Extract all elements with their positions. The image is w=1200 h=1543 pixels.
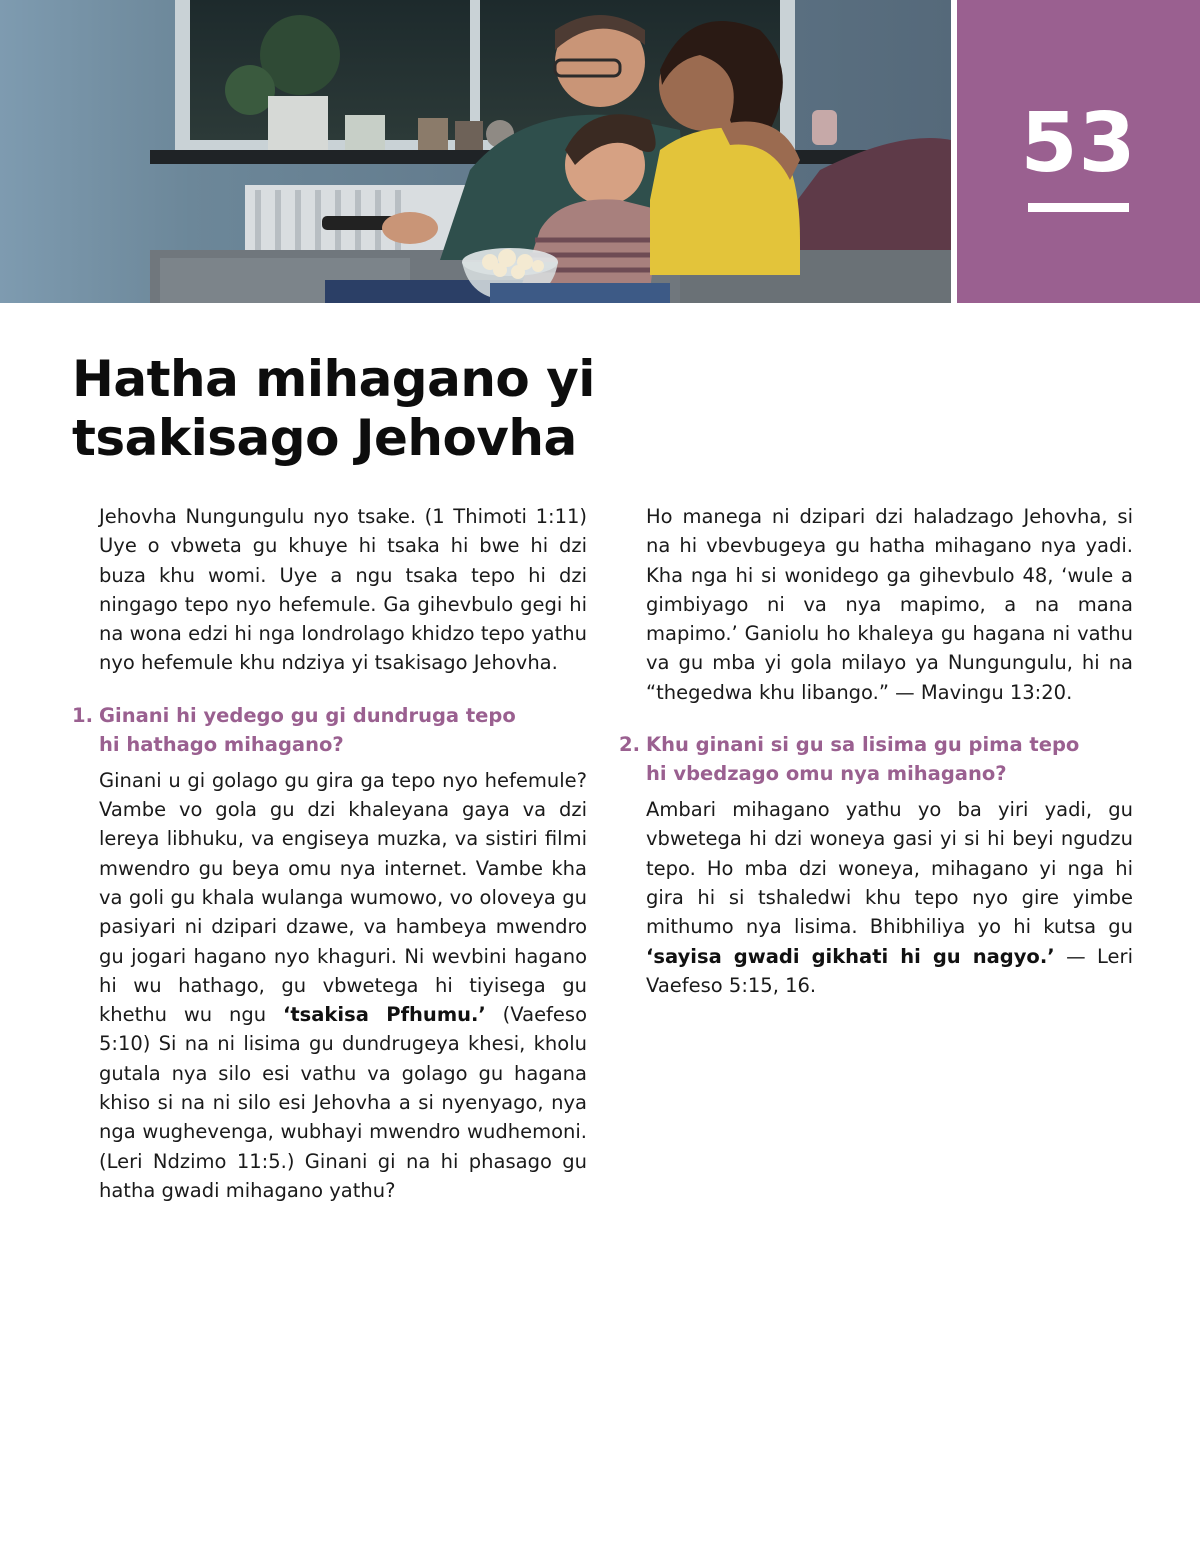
question-1-heading	[72, 701, 587, 759]
section-1-scripture-quote: ‘tsakisa Pfhumu.’	[282, 1003, 486, 1027]
section-1-paragraph-1	[99, 766, 587, 1205]
section-1-paragraph-2: Ho manega ni dzipari dzi haladzago Jehovha, si na hi vbevbugeya gu hatha mihagano nya yadi. Kha nga hi si wonidego ga gihevbulo 48, ‘wule a gimbiyago ni va nya mapimo, a na mana mapimo.’ Ganiolu ho khaleya gu hagana ni vathu va gu mba yi gola milayo ya Nungungulu, hi na “thegedwa khu libango.” — Mavingu 13:20.	[646, 505, 1133, 704]
question-2-line-2: hi vbedzago omu nya mihagano?	[646, 762, 1007, 786]
question-1-number: 1.	[72, 703, 93, 727]
lesson-number: 53	[1020, 96, 1137, 191]
question-1-line-1: Ginani hi yedego gu gi dundruga tepo	[99, 703, 516, 727]
question-2-line-1: Khu ginani si gu sa lisima gu pima tepo	[646, 733, 1080, 757]
hero-photo	[0, 0, 951, 303]
family-watching-tv-illustration	[0, 0, 951, 303]
question-1-line-2: hi hathago mihagano?	[99, 732, 344, 756]
right-column	[619, 502, 1133, 1000]
lesson-number-box	[957, 0, 1200, 303]
page-title-line-2: tsakisago Jehovha	[72, 409, 577, 467]
question-2-number: 2.	[619, 733, 640, 757]
section-2-scripture-quote: ‘sayisa gwadi gikhati hi gu nagyo.’	[646, 944, 1055, 968]
section-1-paragraph-1-text: Ginani u gi golago gu gira ga tepo nyo hefemule? Vambe vo gola gu dzi khaleyana gaya va dzi lereya libhuku, va engiseya muzka, va sistiri filmi mwendro gu beya omu nya internet. Vambe kha va goli gu khala wulanga wumowo, vo oloveya gu pasiyari ni dzipari dzawe, va hambeya mwendro gu jogari hagano nyo khaguri. Ni wevbini hagano hi wu hathago, gu vbwetega hi tiyisega gu khethu wu ngu	[99, 768, 587, 1027]
section-2-paragraph-reference: — Leri Vaefeso 5:15, 16.	[646, 944, 1133, 997]
question-2-heading	[619, 730, 1133, 788]
intro-paragraph: Jehovha Nungungulu nyo tsake. (1 Thimoti 1:11) Uye o vbweta gu khuye hi tsaka hi bwe hi dzi buza khu womi. Uye a ngu tsaka tepo hi dzi ningago tepo nyo hefemule. Ga gihevbulo gegi hi na wona edzi hi nga londrolago khidzo tepo yathu nyo hefemule khu ndziya yi tsakisago Jehovha.	[99, 505, 587, 675]
lesson-number-underline	[1028, 203, 1129, 212]
section-2-paragraph	[646, 795, 1133, 1000]
page-title-line-1: Hatha mihagano yi	[72, 350, 595, 408]
section-1-paragraph-1-continued: (Vaefeso 5:10) Si na ni lisima gu dundrugeya khesi, kholu gutala nya silo esi vathu va golago gu hagana khiso si na ni silo esi Jehovha a si nyenyago, nya nga wughevenga, wubhayi mwendro wudhemoni. (Leri Ndzimo 11:5.) Ginani gi na hi phasago gu hatha gwadi mihagano yathu?	[99, 1003, 588, 1202]
section-2-paragraph-text: Ambari mihagano yathu yo ba yiri yadi, gu vbwetega hi dzi woneya gasi yi si hi beyi ngudzu tepo. Ho mba dzi woneya, mihagano yi nga hi gira hi si tshaledwi khu tepo nyo gire yimbe mithumo nya lisima. Bhibhiliya yo hi kutsa gu	[646, 798, 1133, 939]
page-title	[72, 350, 632, 468]
left-column	[72, 502, 588, 1205]
